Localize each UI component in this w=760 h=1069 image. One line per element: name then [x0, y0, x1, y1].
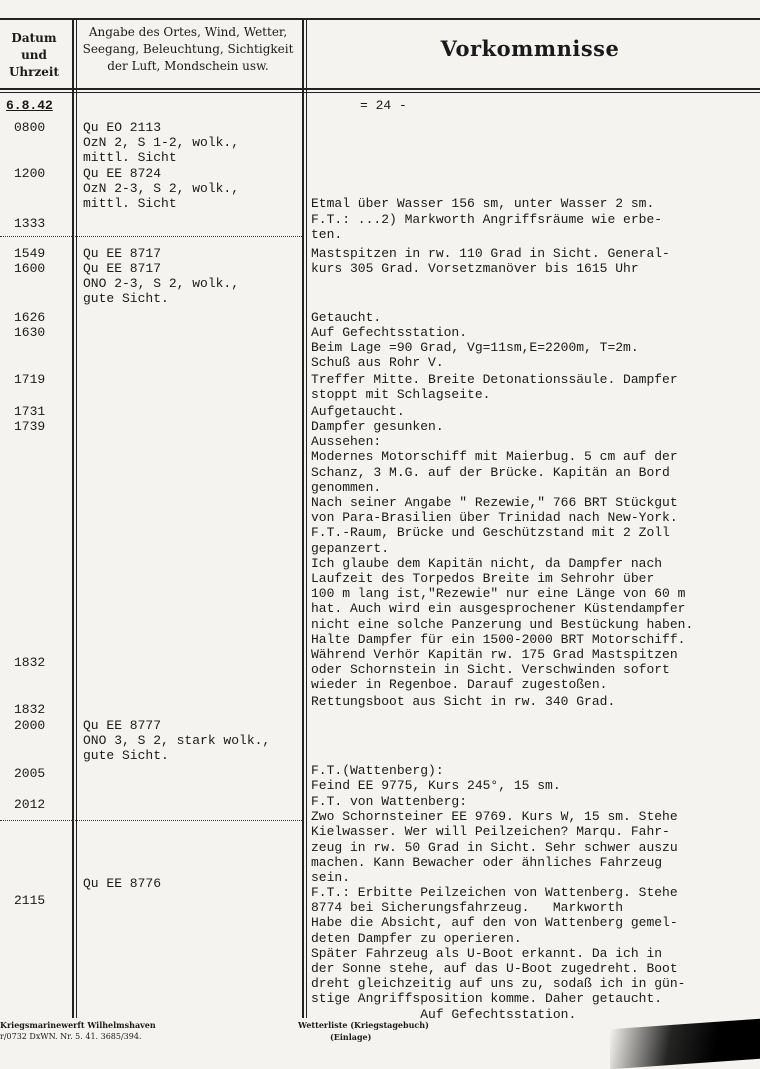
entry-time: 1630: [14, 325, 46, 340]
entry-events: Aufgetaucht.: [311, 404, 405, 419]
header-date-time: Datum und Uhrzeit: [8, 31, 60, 79]
header-rule: [0, 88, 760, 90]
entry-location: Qu EO 2113 OzN 2, S 1-2, wolk., mittl. Sicht: [83, 120, 240, 166]
entry-time: 1719: [14, 372, 46, 387]
entry-location: Qu EE 8724 OzN 2-3, S 2, wolk., mittl. Sicht: [83, 166, 240, 212]
footer-printer-line-1: Kriegsmarinewerft Wilhelmshaven: [0, 1020, 156, 1030]
column-divider-1: [72, 18, 74, 1018]
entry-events: F.T.: Erbitte Peilzeichen von Wattenberg. Stehe 8774 bei Sicherungsfahrzeug. Markworth Habe die Absicht, auf den von Wattenberg gemel- deten Dampfer zu operieren. Später Fahrzeug als U-Boot erkannt. Da ich in der Sonne stehe, auf das U-Boot zugedreht. Boot dreht gleichzeitig auf uns zu, sodaß ich in gün- stige Angriffsposition komme. Daher getaucht. Auf Gefechtsstation.: [311, 885, 686, 1022]
header-location-weather: Angabe des Ortes, Wind, Wetter, Seegang, Beleuchtung, Sichtigkeit der Luft, Mondschein usw.: [82, 25, 294, 73]
entry-events: Mastspitzen in rw. 110 Grad in Sicht. General-: [311, 246, 670, 261]
scan-shadow: [610, 1019, 760, 1069]
entry-location: Qu EE 8717 ONO 2-3, S 2, wolk., gute Sicht.: [83, 261, 240, 307]
entry-time: 1333: [14, 216, 46, 231]
entry-events: Auf Gefechtsstation. Beim Lage =90 Grad, Vg=11sm,E=2200m, T=2m. Schuß aus Rohr V.: [311, 325, 639, 371]
dotted-separator: [0, 236, 302, 237]
footer-form-line-2: (Einlage): [330, 1032, 372, 1042]
diary-date: 6.8.42: [6, 98, 53, 113]
column-divider-1b: [76, 18, 77, 1018]
entry-events: Treffer Mitte. Breite Detonationssäule. Dampfer stoppt mit Schlagseite.: [311, 372, 678, 403]
entry-time: 1626: [14, 310, 46, 325]
entry-time: 2000: [14, 718, 46, 733]
header-events: Vorkommnisse: [440, 36, 620, 61]
entry-events: Während Verhör Kapitän rw. 175 Grad Mastspitzen oder Schornstein in Sicht. Verschwinden sofort wieder in Regenboe. Darauf zugestoßen.: [311, 647, 678, 693]
entry-events: F.T. von Wattenberg: Zwo Schornsteiner EE 9769. Kurs W, 15 sm. Stehe Kielwasser. Wer will Peilzeichen? Marqu. Fahr- zeug in rw. 50 Grad in Sicht. Sehr schwer auszu machen. Kann Bewacher oder ähnliches Fahrzeug sein.: [311, 794, 678, 886]
entry-events: F.T.: ...2) Markworth Angriffsräume wie erbe- ten.: [311, 212, 663, 243]
top-rule: [0, 18, 760, 20]
entry-time: 1600: [14, 261, 46, 276]
entry-time: 2005: [14, 766, 46, 781]
entry-time: 1832: [14, 702, 46, 717]
entry-events: kurs 305 Grad. Vorsetzmanöver bis 1615 Uhr: [311, 261, 639, 276]
entry-time: 1832: [14, 655, 46, 670]
entry-time: 0800: [14, 120, 46, 135]
dotted-separator: [0, 820, 302, 821]
page-number: = 24 -: [360, 98, 407, 113]
entry-events: Dampfer gesunken. Aussehen: Modernes Motorschiff mit Maierbug. 5 cm auf der Schanz, 3 M.G. auf der Brücke. Kapitän an Bord genommen. Nach seiner Angabe " Rezewie," 766 BRT Stückgut von Para-Brasilien über Trinidad nach New-York. F.T.-Raum, Brücke und Geschützstand mit 2 Zoll gepanzert. Ich glaube dem Kapitän nicht, da Dampfer nach Laufzeit des Torpedos Breite im Sehrohr über 100 m lang ist,"Rezewie" nur eine Länge von 60 m hat. Auch wird ein ausgesprochener Küstendampfer nicht eine solche Panzerung und Bestückung haben. Halte Dampfer für ein 1500-2000 BRT Motorschiff.: [311, 419, 694, 647]
entry-events: Rettungsboot aus Sicht in rw. 340 Grad.: [311, 694, 616, 709]
entry-events: F.T.(Wattenberg): Feind EE 9775, Kurs 245°, 15 sm.: [311, 763, 561, 794]
entry-time: 1731: [14, 404, 46, 419]
entry-location: Qu EE 8777 ONO 3, S 2, stark wolk., gute Sicht.: [83, 718, 271, 764]
header-rule-2: [0, 92, 760, 93]
footer-form-line-1: Wetterliste (Kriegstagebuch): [298, 1020, 429, 1030]
entry-time: 2115: [14, 893, 46, 908]
entry-time: 1739: [14, 419, 46, 434]
entry-location: Qu EE 8776: [83, 876, 162, 891]
entry-time: 1549: [14, 246, 46, 261]
entry-events: Getaucht.: [311, 310, 382, 325]
entry-events: Etmal über Wasser 156 sm, unter Wasser 2 sm.: [311, 196, 655, 212]
entry-time: 2012: [14, 797, 46, 812]
entry-location: Qu EE 8717: [83, 246, 162, 261]
footer-printer-line-2: r/0732 DxWN. Nr. 5. 41. 3685/394.: [0, 1032, 142, 1041]
entry-time: 1200: [14, 166, 46, 181]
